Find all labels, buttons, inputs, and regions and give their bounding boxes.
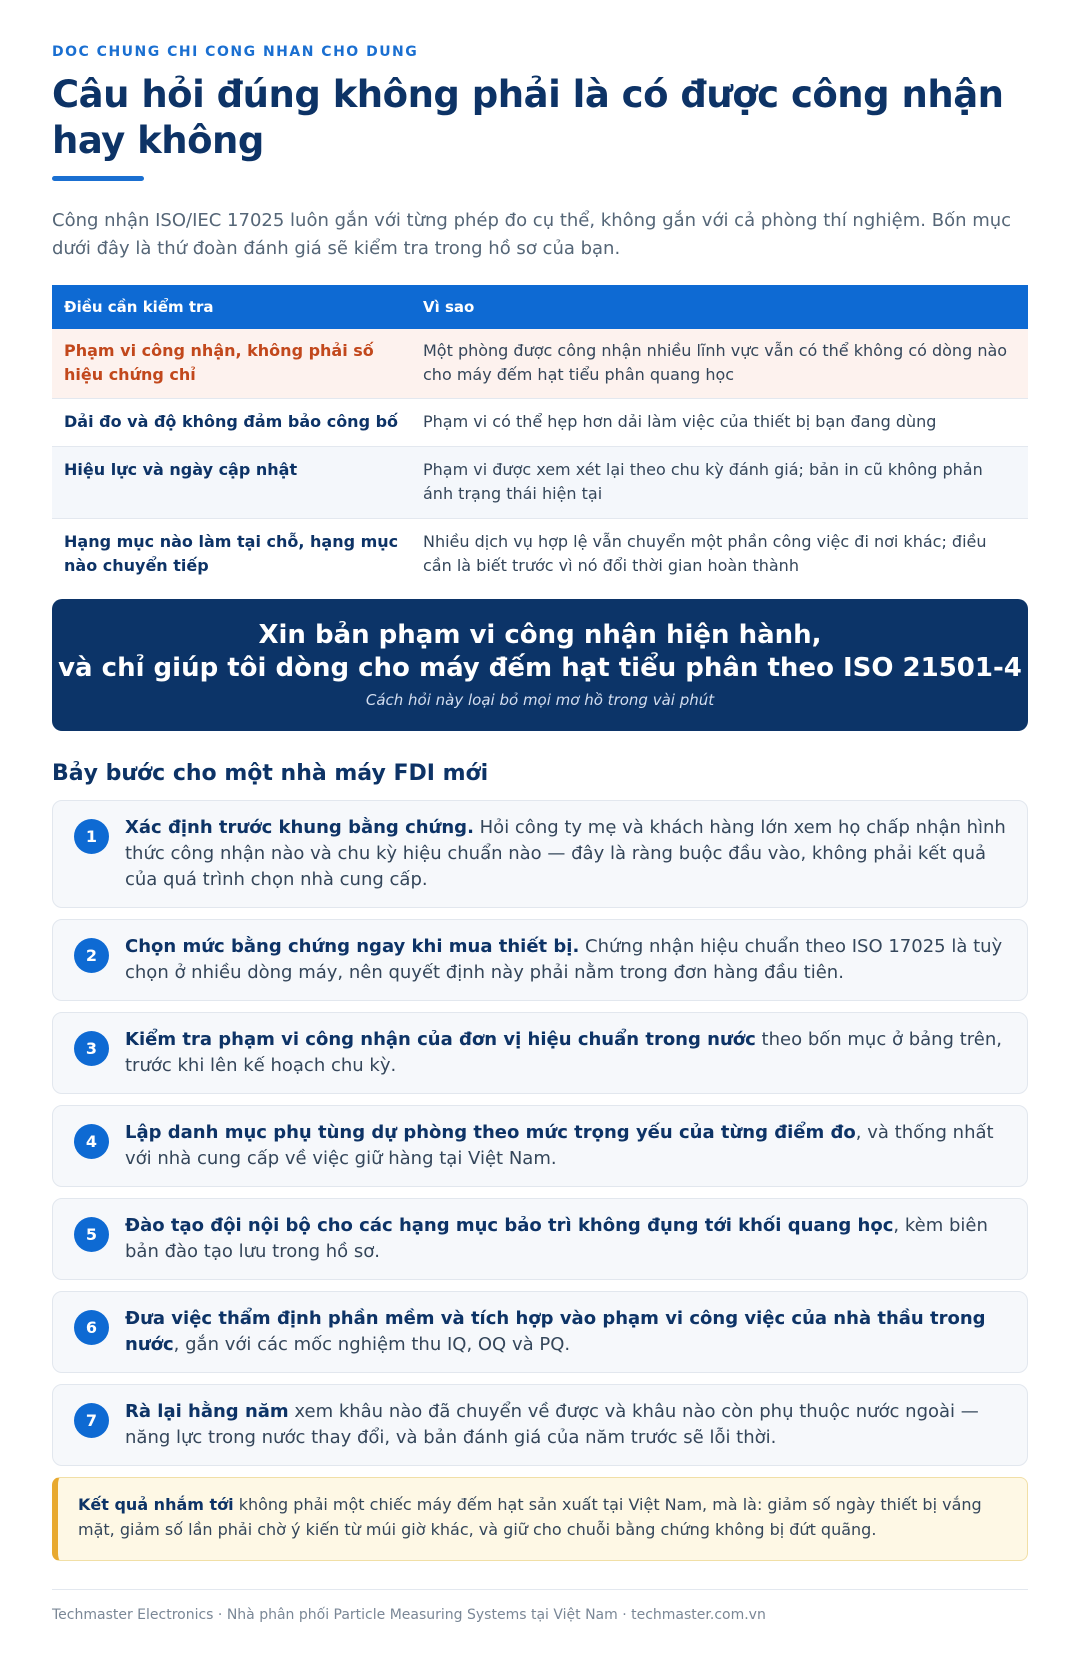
- cta-line-1: Xin bản phạm vi công nhận hiện hành,: [258, 620, 822, 650]
- step-title: Đưa việc thẩm định phần mềm và tích hợp vào phạm vi công việc của nhà thầu trong nước: [125, 1308, 986, 1355]
- step-title: Chọn mức bằng chứng ngay khi mua thiết bị.: [125, 936, 580, 957]
- step-number-badge: 6: [74, 1310, 109, 1345]
- step-text: theo bốn mục ở bảng trên, trước khi lên kế hoạch chu kỳ.: [125, 1029, 1002, 1076]
- table-row: [52, 519, 1028, 591]
- step-text: Chứng nhận hiệu chuẩn theo ISO 17025 là tuỳ chọn ở nhiều dòng máy, nên quyết định này phải nằm trong đơn hàng đầu tiên.: [125, 936, 1003, 983]
- step-card: [52, 919, 1028, 1001]
- row-why: Một phòng được công nhận nhiều lĩnh vực vẫn có thể không có dòng nào cho máy đếm hạt tiểu phân quang học: [423, 341, 1008, 384]
- footer-divider: [52, 1589, 1028, 1590]
- row-check: Hiệu lực và ngày cập nhật: [64, 460, 298, 479]
- step-title: Đào tạo đội nội bộ cho các hạng mục bảo trì không đụng tới khối quang học: [125, 1215, 894, 1236]
- cta-line-2: và chỉ giúp tôi dòng cho máy đếm hạt tiểu phân theo ISO 21501-4: [58, 653, 1022, 683]
- step-card: [52, 1291, 1028, 1373]
- step-text: xem khâu nào đã chuyển về được và khâu nào còn phụ thuộc nước ngoài — năng lực trong nước thay đổi, và bản đánh giá của năm trước sẽ lỗi thời.: [125, 1401, 979, 1448]
- step-number-badge: 7: [74, 1403, 109, 1438]
- step-number-badge: 1: [74, 819, 109, 854]
- step-text: , gắn với các mốc nghiệm thu IQ, OQ và PQ.: [173, 1334, 571, 1355]
- step-number-badge: 4: [74, 1124, 109, 1159]
- step-card: [52, 1198, 1028, 1280]
- step-title: Rà lại hằng năm: [125, 1401, 289, 1422]
- step-number-badge: 5: [74, 1217, 109, 1252]
- step-title: Kiểm tra phạm vi công nhận của đơn vị hiệu chuẩn trong nước: [125, 1029, 756, 1050]
- step-card: [52, 800, 1028, 908]
- outcome-note: [52, 1477, 1028, 1561]
- header-check: Điều cần kiểm tra: [64, 298, 214, 316]
- intro-paragraph: Công nhận ISO/IEC 17025 luôn gắn với từng phép đo cụ thể, không gắn với cả phòng thí nghiệm. Bốn mục dưới đây là thứ đoàn đánh giá sẽ kiểm tra trong hồ sơ của bạn.: [52, 210, 1012, 259]
- footer-text: Techmaster Electronics · Nhà phân phối Particle Measuring Systems tại Việt Nam · techmaster.com.vn: [52, 1607, 766, 1623]
- cta-subtitle: Cách hỏi này loại bỏ mọi mơ hồ trong vài phút: [365, 691, 715, 709]
- header-why: Vì sao: [423, 298, 475, 316]
- note-title: Kết quả nhắm tới: [78, 1495, 234, 1514]
- table-row: [52, 329, 1028, 399]
- steps-list: [52, 800, 1028, 1466]
- title-underline: [52, 176, 144, 181]
- note-text: không phải một chiếc máy đếm hạt sản xuất tại Việt Nam, mà là: giảm số ngày thiết bị vắng mặt, giảm số lần phải chờ ý kiến từ múi giờ khác, và giữ cho chuỗi bằng chứng không bị đứt quãng.: [78, 1495, 982, 1539]
- row-check: Phạm vi công nhận, không phải số hiệu chứng chỉ: [64, 341, 374, 384]
- table-row: [52, 399, 1028, 447]
- checklist-table: [52, 285, 1028, 591]
- step-text: , và thống nhất với nhà cung cấp về việc giữ hàng tại Việt Nam.: [125, 1122, 994, 1169]
- step-title: Lập danh mục phụ tùng dự phòng theo mức trọng yếu của từng điểm đo: [125, 1122, 856, 1143]
- row-why: Phạm vi được xem xét lại theo chu kỳ đánh giá; bản in cũ không phản ánh trạng thái hiện tại: [423, 460, 983, 503]
- step-text: , kèm biên bản đào tạo lưu trong hồ sơ.: [125, 1215, 988, 1262]
- step-number-badge: 3: [74, 1031, 109, 1066]
- step-text: Hỏi công ty mẹ và khách hàng lớn xem họ chấp nhận hình thức công nhận nào và chu kỳ hiệu chuẩn nào — đây là ràng buộc đầu vào, không phải kết quả của quá trình chọn nhà cung cấp.: [125, 817, 1006, 890]
- step-card: [52, 1012, 1028, 1094]
- step-number-badge: 2: [74, 938, 109, 973]
- step-card: [52, 1105, 1028, 1187]
- row-check: Hạng mục nào làm tại chỗ, hạng mục nào chuyển tiếp: [64, 532, 399, 575]
- page-title: Câu hỏi đúng không phải là có được công nhận hay không: [52, 73, 1004, 162]
- eyebrow: DOC CHUNG CHI CONG NHAN CHO DUNG: [52, 44, 419, 60]
- step-title: Xác định trước khung bằng chứng.: [125, 817, 474, 838]
- table-row: [52, 447, 1028, 519]
- step-card: [52, 1384, 1028, 1466]
- row-why: Nhiều dịch vụ hợp lệ vẫn chuyển một phần công việc đi nơi khác; điều cần là biết trước vì nó đổi thời gian hoàn thành: [423, 532, 987, 575]
- table-header: [52, 285, 1028, 329]
- row-why: Phạm vi có thể hẹp hơn dải làm việc của thiết bị bạn đang dùng: [423, 412, 937, 431]
- cta-banner: [52, 599, 1028, 731]
- steps-heading: Bảy bước cho một nhà máy FDI mới: [52, 761, 489, 786]
- row-check: Dải đo và độ không đảm bảo công bố: [64, 412, 399, 431]
